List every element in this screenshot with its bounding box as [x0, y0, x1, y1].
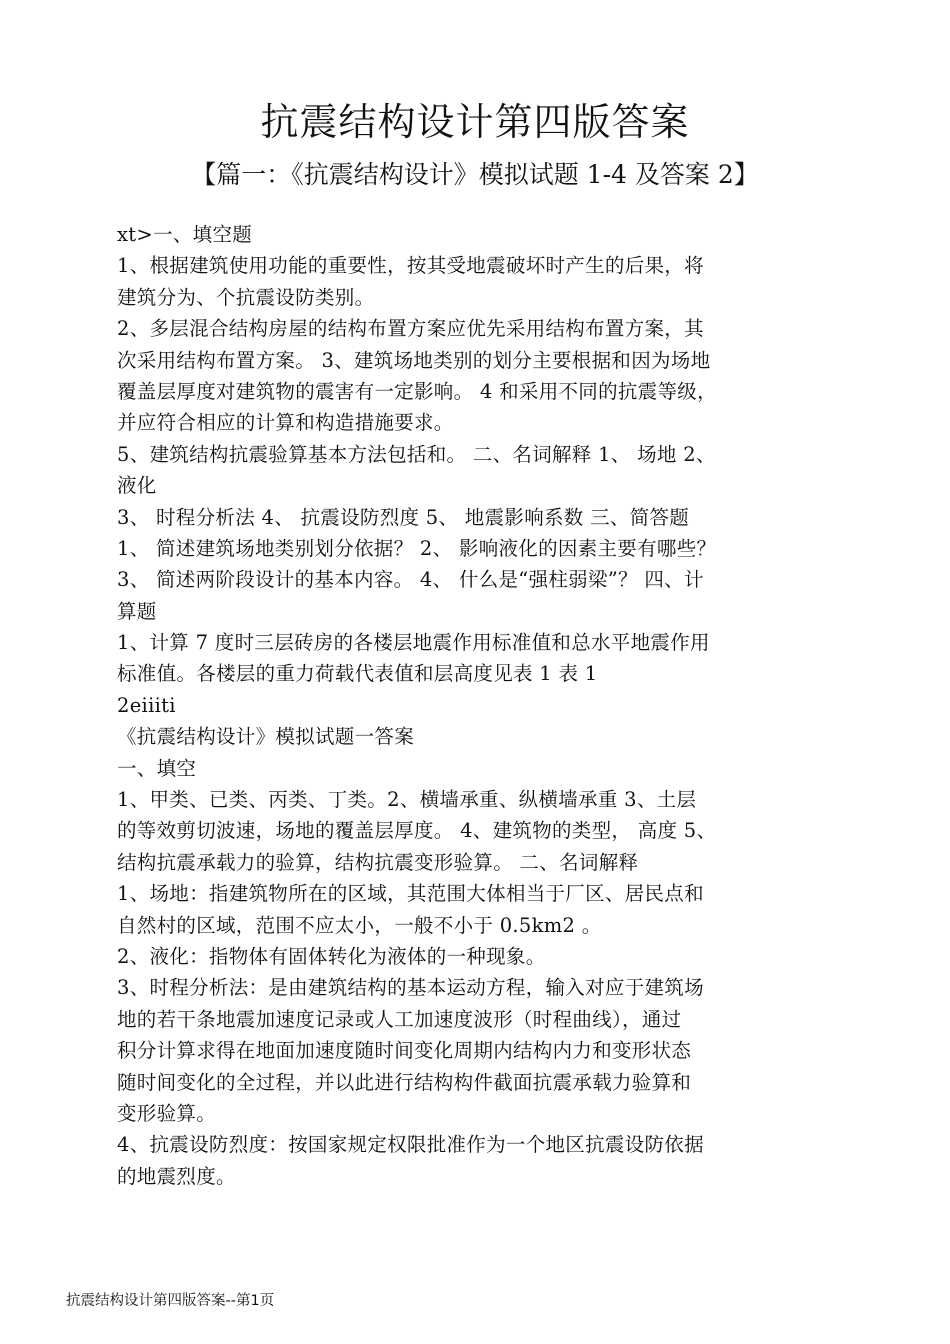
- body-line: 液化: [117, 474, 157, 498]
- body-line: 并应符合相应的计算和构造措施要求。: [117, 411, 454, 435]
- body-line: 变形验算。: [117, 1101, 217, 1125]
- body-line: xt>一、填空题: [117, 223, 253, 246]
- body-line: 3、时程分析法：是由建筑结构的基本运动方程，输入对应于建筑场: [117, 976, 704, 1000]
- body-line: 3、 时程分析法 4、 抗震设防烈度 5、 地震影响系数 三、简答题: [117, 505, 690, 529]
- body-line: 4、抗震设防烈度：按国家规定权限批准作为一个地区抗震设防依据: [117, 1133, 704, 1157]
- document-subtitle: 【篇一：《抗震结构设计》模拟试题 1-4 及答案 2】: [191, 160, 759, 189]
- body-line: 覆盖层厚度对建筑物的震害有一定影响。 4 和采用不同的抗震等级，: [117, 379, 717, 403]
- body-line: 1、甲类、已类、丙类、丁类。2、横墙承重、纵横墙承重 3、土层: [117, 788, 697, 812]
- body-line: 1、计算 7 度时三层砖房的各楼层地震作用标准值和总水平地震作用: [117, 631, 710, 655]
- body-line: 的等效剪切波速，场地的覆盖层厚度。 4、建筑物的类型， 高度 5、: [117, 819, 717, 843]
- body-line: 2、液化：指物体有固体转化为液体的一种现象。: [117, 944, 546, 968]
- body-line: 随时间变化的全过程，并以此进行结构构件截面抗震承载力验算和: [117, 1070, 692, 1094]
- body-line: 次采用结构布置方案。 3、建筑场地类别的划分主要根据和因为场地: [117, 348, 711, 372]
- body-line: 算题: [117, 599, 157, 623]
- body-line: 3、 简述两阶段设计的基本内容。 4、 什么是“强柱弱梁”？ 四、计: [117, 568, 704, 592]
- document-title: 抗震结构设计第四版答案: [260, 100, 690, 144]
- body-line: 标准值。各楼层的重力荷载代表值和层高度见表 1 表 1: [117, 662, 598, 686]
- body-line: 的地震烈度。: [117, 1164, 236, 1188]
- body-line: 一、填空: [117, 756, 197, 780]
- document-body: [117, 219, 857, 1192]
- body-line: 结构抗震承载力的验算，结构抗震变形验算。 二、名词解释: [117, 850, 639, 874]
- body-line: 建筑分为、个抗震设防类别。: [117, 285, 375, 309]
- body-line: 地的若干条地震加速度记录或人工加速度波形（时程曲线），通过: [117, 1007, 682, 1031]
- body-line: 2eiiiti: [117, 693, 176, 717]
- body-line: 2、多层混合结构房屋的结构布置方案应优先采用结构布置方案，其: [117, 317, 704, 341]
- body-line: 《抗震结构设计》模拟试题一答案: [117, 725, 415, 749]
- body-line: 1、场地：指建筑物所在的区域，其范围大体相当于厂区、居民点和: [117, 882, 704, 906]
- body-line: 1、 简述建筑场地类别划分依据？ 2、 影响液化的因素主要有哪些？: [117, 536, 717, 560]
- body-line: 自然村的区域，范围不应太小，一般不小于 0.5km2 。: [117, 913, 602, 937]
- body-line: 1、根据建筑使用功能的重要性，按其受地震破坏时产生的后果，将: [117, 254, 704, 278]
- page-footer: 抗震结构设计第四版答案--第1页: [66, 1293, 275, 1309]
- body-line: 5、建筑结构抗震验算基本方法包括和。 二、名词解释 1、 场地 2、: [117, 442, 716, 466]
- body-line: 积分计算求得在地面加速度随时间变化周期内结构内力和变形状态: [117, 1039, 692, 1063]
